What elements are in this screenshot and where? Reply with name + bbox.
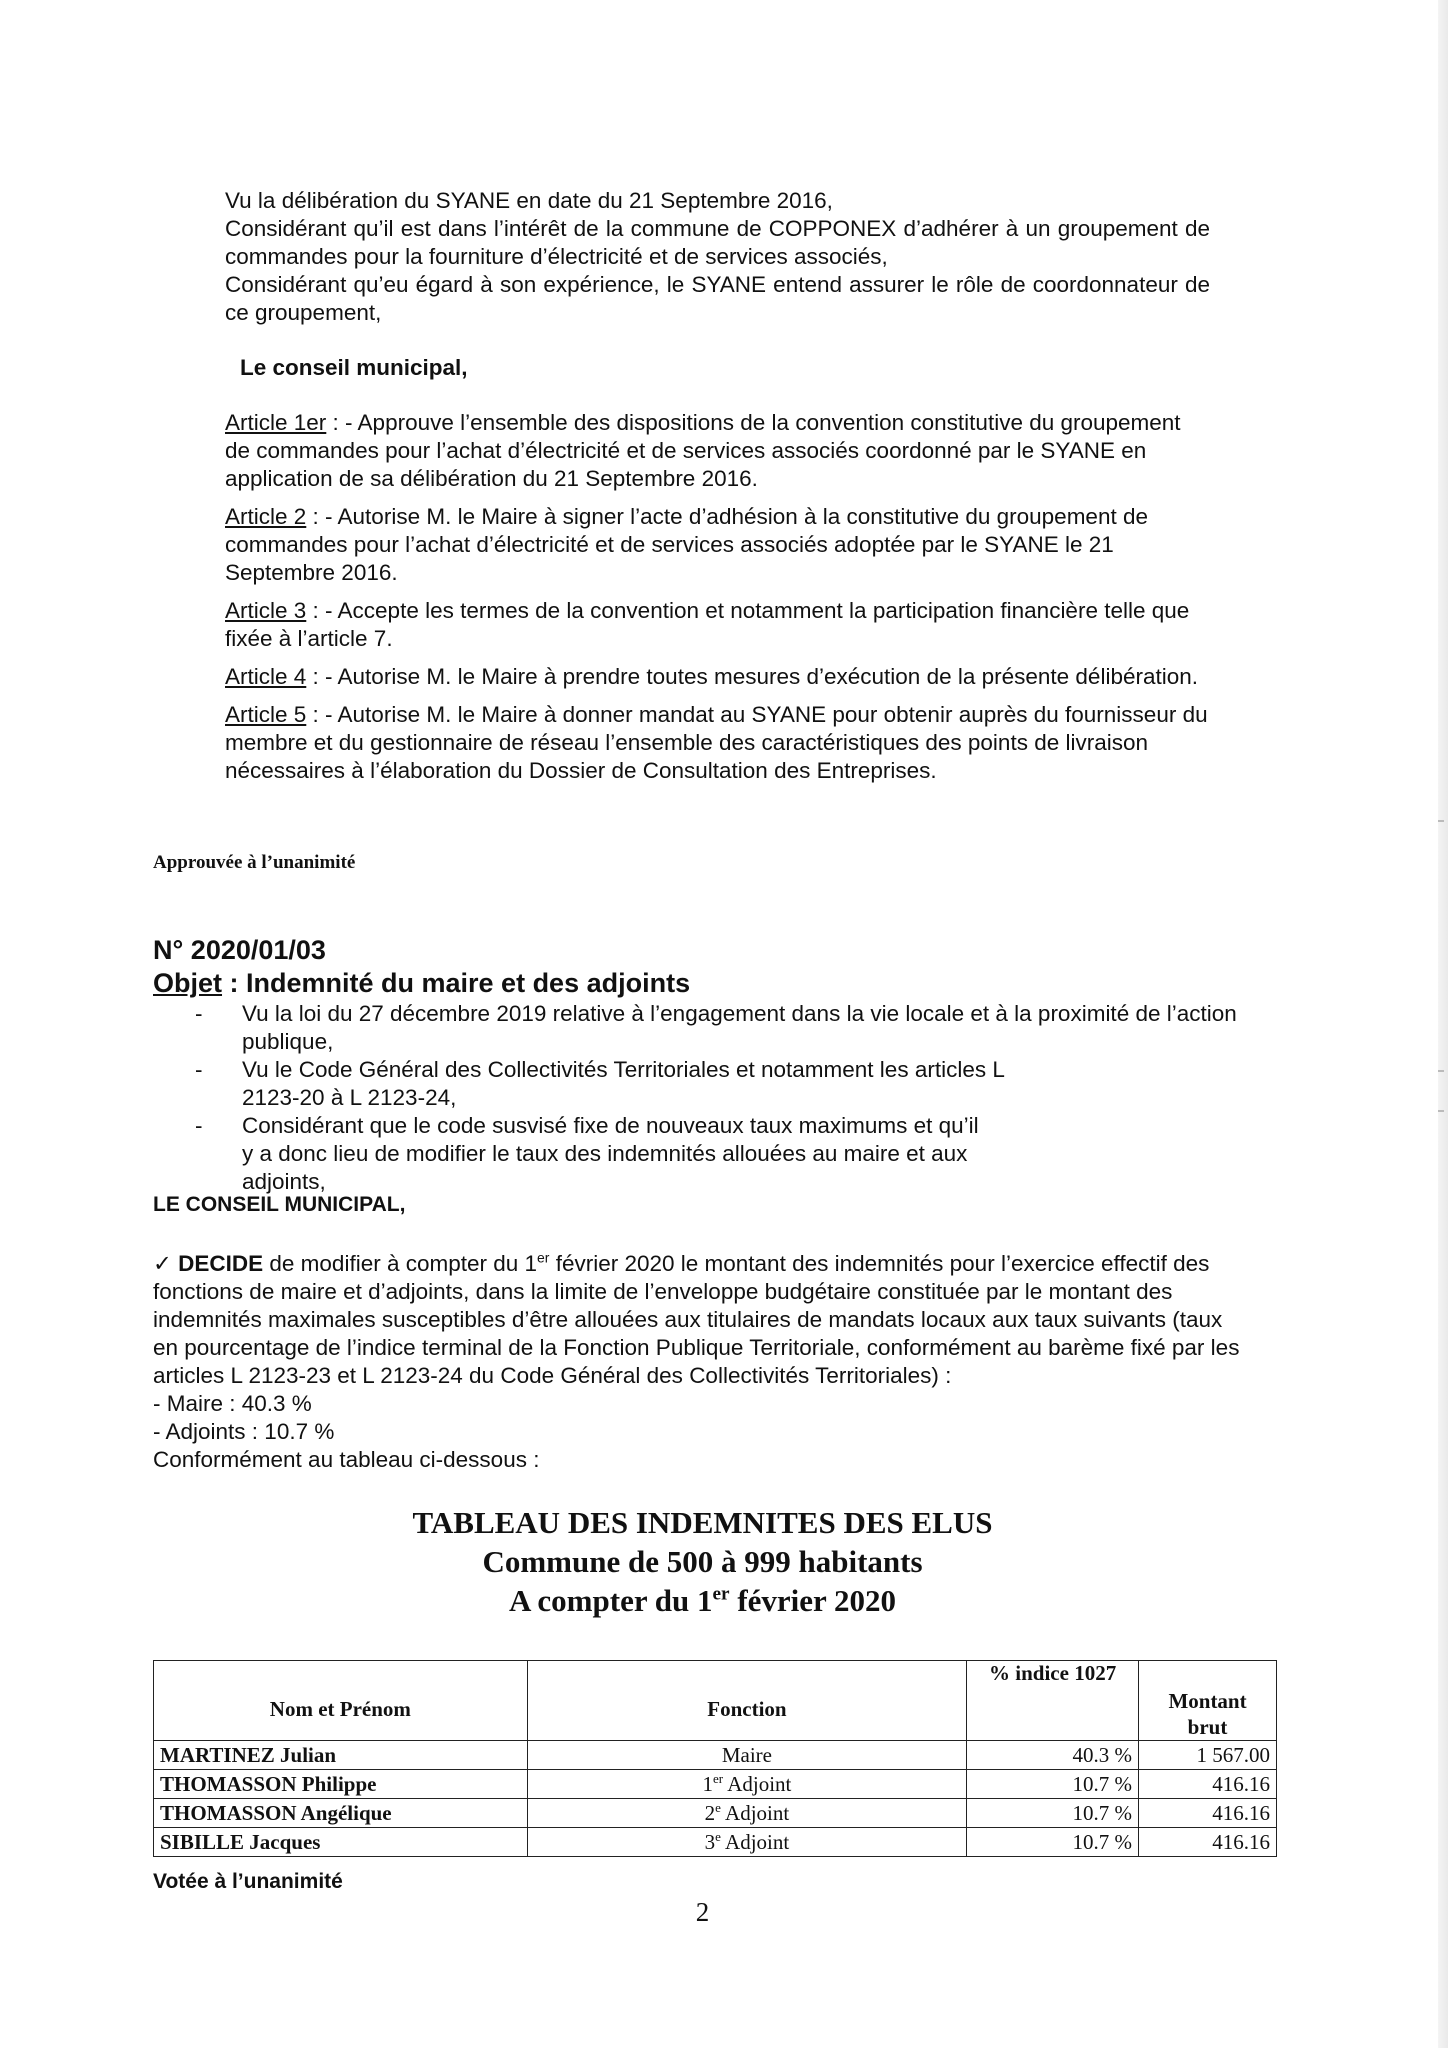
scan-edge-mark xyxy=(1438,820,1444,822)
row-percent: 10.7 % xyxy=(967,1828,1139,1857)
article-text: : - Accepte les termes de la convention et notamment la participation financière telle que fixée à l’article 7. xyxy=(225,598,1190,651)
article-5 xyxy=(225,701,1210,785)
header-montant: Montant brut xyxy=(1139,1661,1277,1741)
approved-statement-1: Approuvée à l’unanimité xyxy=(153,852,356,873)
decide-paragraph: ✓ DECIDE de modifier à compter du 1er février 2020 le montant des indemnités pour l’exercice effectif des fonctions de maire et d’adjoints, dans la limite de l’enveloppe budgétaire constituée par le montant des indemnités maximales susceptibles d’être allouées aux titulaires de mandats locaux aux taux suivants (taux en pourcentage de l’indice terminal de la Fonction Publique Territoriale, conformément au barème fixé par les articles L 2123-23 et L 2123-24 du Code Général des Collectivités Territoriales) : xyxy=(153,1249,1240,1388)
row-name: MARTINEZ Julian xyxy=(154,1741,528,1770)
intro-para-3: Considérant qu’eu égard à son expérience, le SYANE entend assurer le rôle de coordonnateur de ce groupement, xyxy=(225,272,1210,325)
header-indice: % indice 1027 xyxy=(967,1661,1139,1741)
header-name: Nom et Prénom xyxy=(154,1661,528,1741)
table-row xyxy=(154,1799,1277,1828)
table-row xyxy=(154,1770,1277,1799)
row-amount: 1 567.00 xyxy=(1139,1741,1277,1770)
rate-maire: - Maire : 40.3 % xyxy=(153,1391,312,1416)
articles-block xyxy=(225,409,1210,785)
decision-number: N° 2020/01/03 xyxy=(153,935,326,965)
check-icon: ✓ xyxy=(153,1251,172,1276)
intro-line-1: Vu la délibération du SYANE en date du 21 Septembre 2016, xyxy=(225,188,833,213)
voted-statement: Votée à l’unanimité xyxy=(153,1870,343,1893)
decision-objet xyxy=(153,968,690,999)
decide-block xyxy=(153,1250,1248,1474)
row-percent: 10.7 % xyxy=(967,1770,1139,1799)
article-label: Article 3 xyxy=(225,598,307,623)
list-item: - Vu la loi du 27 décembre 2019 relative à l’engagement dans la vie locale et à la proximité de l’action publique, xyxy=(195,1001,1237,1054)
table-title-line-1: TABLEAU DES INDEMNITES DES ELUS xyxy=(412,1505,993,1540)
scan-edge-mark xyxy=(1438,1070,1444,1072)
row-amount: 416.16 xyxy=(1139,1799,1277,1828)
indemnities-table xyxy=(153,1660,1277,1857)
article-text: : - Approuve l’ensemble des dispositions de la convention constitutive du groupement de commandes pour l’achat d’électricité et de services associés coordonné par le SYANE en application de sa délibération du 21 Septembre 2016. xyxy=(225,410,1181,491)
table-title xyxy=(0,1503,1405,1620)
row-percent: 40.3 % xyxy=(967,1741,1139,1770)
row-percent: 10.7 % xyxy=(967,1799,1139,1828)
objet-text: : Indemnité du maire et des adjoints xyxy=(222,968,691,998)
row-name: SIBILLE Jacques xyxy=(154,1828,528,1857)
scan-edge xyxy=(1438,0,1448,2048)
list-item: - Considérant que le code susvisé fixe de nouveaux taux maximums et qu’il y a donc lieu de modifier le taux des indemnités allouées au maire et aux adjoints, xyxy=(195,1113,979,1194)
scan-edge-mark xyxy=(1438,1110,1444,1112)
article-label: Article 5 xyxy=(225,702,307,727)
conseil-heading-2: LE CONSEIL MUNICIPAL, xyxy=(153,1193,406,1216)
article-4 xyxy=(225,663,1210,691)
row-amount: 416.16 xyxy=(1139,1828,1277,1857)
bullet-list xyxy=(195,1000,1255,1196)
objet-label: Objet xyxy=(153,968,223,998)
table-header-row xyxy=(154,1661,1277,1741)
article-3 xyxy=(225,597,1210,653)
article-label: Article 2 xyxy=(225,504,307,529)
decide-label: DECIDE xyxy=(178,1251,264,1276)
table-row xyxy=(154,1828,1277,1857)
row-fonction: 1er Adjoint xyxy=(527,1770,967,1799)
article-text: : - Autorise M. le Maire à donner mandat au SYANE pour obtenir auprès du fournisseur du membre et du gestionnaire de réseau l’ensemble des caractéristiques des points de livraison nécessaires à l’élaboration du Dossier de Consultation des Entreprises. xyxy=(225,702,1208,783)
row-name: THOMASSON Angélique xyxy=(154,1799,528,1828)
table-title-line-2: Commune de 500 à 999 habitants xyxy=(482,1544,923,1579)
article-2 xyxy=(225,503,1210,587)
table-title-line-3: A compter du 1er février 2020 xyxy=(509,1583,896,1618)
intro-para-2: Considérant qu’il est dans l’intérêt de la commune de COPPONEX d’adhérer à un groupement de commandes pour la fourniture d’électricité et de services associés, xyxy=(225,216,1210,269)
list-item: - Vu le Code Général des Collectivités Territoriales et notamment les articles L 2123-20 à L 2123-24, xyxy=(195,1057,1005,1110)
row-fonction: Maire xyxy=(527,1741,967,1770)
header-fonction: Fonction xyxy=(527,1661,967,1741)
row-fonction: 3e Adjoint xyxy=(527,1828,967,1857)
table-row xyxy=(154,1741,1277,1770)
intro-block xyxy=(225,187,1210,327)
conseil-heading-1: Le conseil municipal, xyxy=(240,355,468,380)
article-label: Article 4 xyxy=(225,664,307,689)
row-name: THOMASSON Philippe xyxy=(154,1770,528,1799)
article-text: : - Autorise M. le Maire à signer l’acte d’adhésion à la constitutive du groupement de commandes pour l’achat d’électricité et de services associés adoptée par le SYANE le 21 Septembre 2016. xyxy=(225,504,1148,585)
page-number: 2 xyxy=(695,1897,710,1927)
article-text: : - Autorise M. le Maire à prendre toutes mesures d’exécution de la présente délibération. xyxy=(306,664,1199,689)
article-1 xyxy=(225,409,1210,493)
row-amount: 416.16 xyxy=(1139,1770,1277,1799)
row-fonction: 2e Adjoint xyxy=(527,1799,967,1828)
article-label: Article 1er xyxy=(225,410,327,435)
conform-text: Conformément au tableau ci-dessous : xyxy=(153,1447,540,1472)
rate-adjoints: - Adjoints : 10.7 % xyxy=(153,1419,335,1444)
